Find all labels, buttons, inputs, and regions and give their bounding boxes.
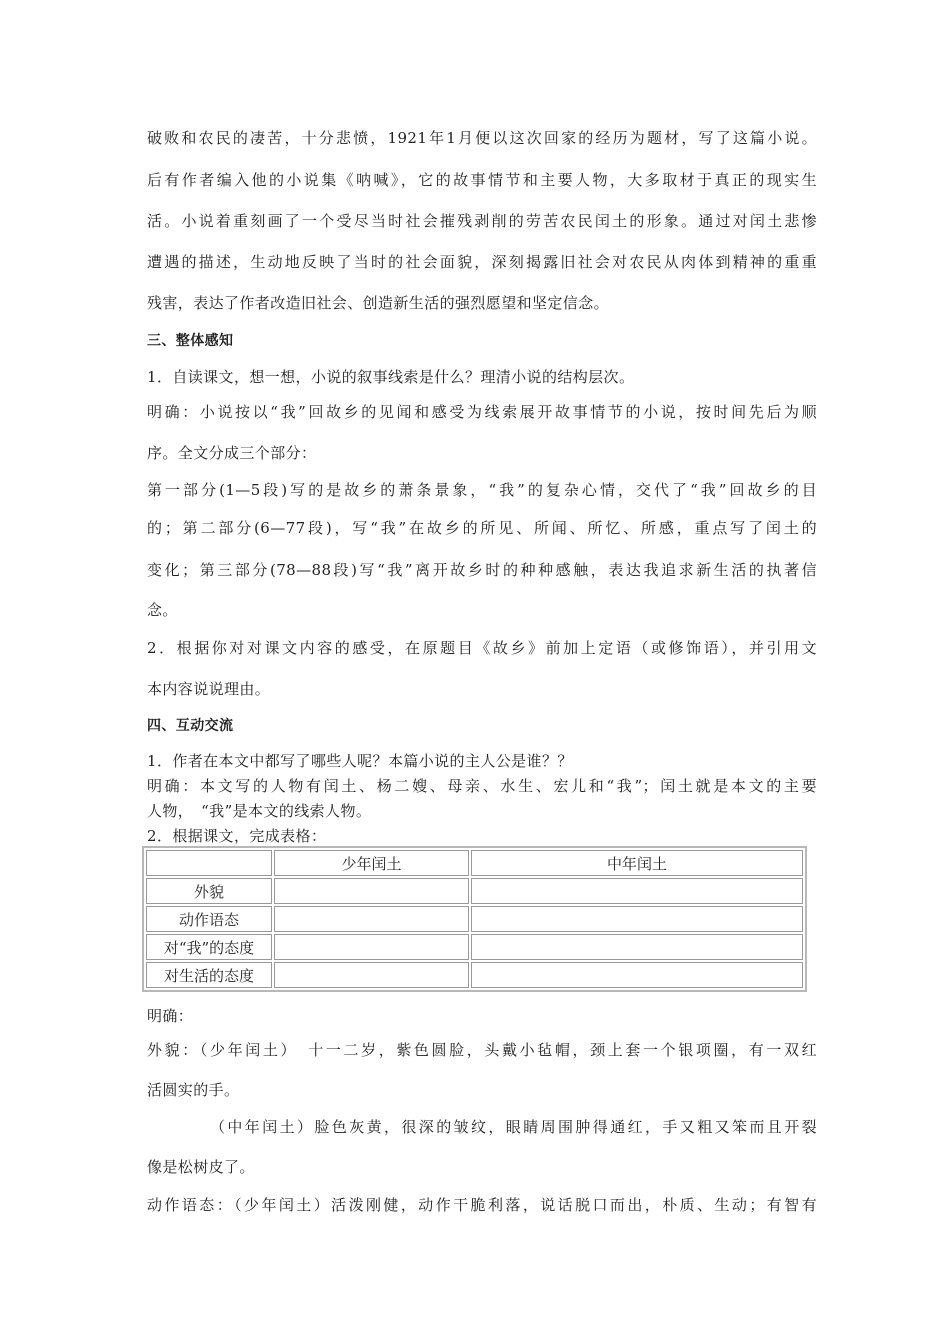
answer-line: 活圆实的手。 (147, 1081, 240, 1099)
row-label-cell: 外貌 (146, 878, 272, 904)
paragraph-line: 后有作者编入他的小说集《呐喊》，它的故事情节和主要人物，大多取材于真正的现实生 (147, 171, 817, 189)
answer-line: 外貌：（少年闰土） 十一二岁，紫色圆脸，头戴小毡帽，颈上套一个银项圈，有一双红 (147, 1041, 817, 1059)
table-header-cell: 少年闰土 (274, 850, 469, 876)
table-cell (471, 906, 803, 932)
table-cell (274, 878, 469, 904)
paragraph-line: 活。小说着重刻画了一个受尽当时社会摧残剥削的劳苦农民闰土的形象。通过对闰土悲惨 (147, 212, 817, 230)
paragraph-line: 破败和农民的凄苦，十分悲愤，1921年1月便以这次回家的经历为题材，写了这篇小说。 (147, 129, 817, 147)
answer-line: 第一部分(1—5段)写的是故乡的萧条景象，“我”的复杂心情，交代了“我”回故乡的目 (147, 481, 817, 499)
question-line: 2．根据课文，完成表格： (147, 827, 327, 845)
table-header-cell: 中年闰土 (471, 850, 803, 876)
table-header-cell (146, 850, 272, 876)
answer-line: 动作语态：（少年闰土）活泼刚健，动作干脆利落，说话脱口而出，朴质、生动；有智有 (147, 1196, 817, 1214)
answer-line: （中年闰土）脸色灰黄，很深的皱纹，眼睛周围肿得通红，手又粗又笨而且开裂 (210, 1118, 817, 1136)
table-cell (471, 962, 803, 988)
table-row (146, 906, 803, 932)
answer-line: 的；第二部分(6—77段)，写“我”在故乡的所见、所闻、所忆、所感，重点写了闰土的 (147, 519, 817, 537)
section-heading: 四、互动交流 (147, 718, 234, 734)
answer-line: 序。全文分成三个部分： (147, 444, 317, 462)
table-cell (274, 962, 469, 988)
answer-line: 明确：小说按以“我”回故乡的见闻和感受为线索展开故事情节的小说，按时间先后为顺 (147, 403, 817, 421)
question-line: 1．作者在本文中都写了哪些人呢？本篇小说的主人公是谁？？ (147, 752, 573, 770)
row-label-cell: 动作语态 (146, 906, 272, 932)
table-cell (274, 934, 469, 960)
section-heading: 三、整体感知 (147, 333, 234, 349)
question-line: 2．根据你对对课文内容的感受，在原题目《故乡》前加上定语（或修饰语），并引用文 (147, 639, 817, 657)
row-label-cell: 对“我”的态度 (146, 934, 272, 960)
table-row (146, 878, 803, 904)
paragraph-line: 遭遇的描述，生动地反映了当时的社会面貌，深刻揭露旧社会对农民从肉体到精神的重重 (147, 253, 817, 271)
answer-line: 明确：本文写的人物有闰土、杨二嫂、母亲、水生、宏儿和“我”；闰土就是本文的主要 (147, 777, 817, 795)
comparison-table (142, 846, 807, 992)
answer-label: 明确： (147, 1007, 194, 1025)
table-cell (274, 906, 469, 932)
question-line: 本内容说说理由。 (147, 680, 271, 698)
table-cell (471, 934, 803, 960)
table-row (146, 962, 803, 988)
answer-line: 人物， “我”是本文的线索人物。 (147, 802, 372, 820)
answer-line: 像是松树皮了。 (147, 1158, 255, 1176)
row-label-cell: 对生活的态度 (146, 962, 272, 988)
answer-line: 变化；第三部分(78—88段)写“我”离开故乡时的种种感触，表达我追求新生活的执著信 (147, 561, 817, 579)
table-header-row (146, 850, 803, 876)
answer-line: 念。 (147, 601, 178, 619)
table-cell (471, 878, 803, 904)
paragraph-line: 残害，表达了作者改造旧社会、创造新生活的强烈愿望和坚定信念。 (147, 294, 610, 312)
table-row (146, 934, 803, 960)
question-line: 1．自读课文，想一想，小说的叙事线索是什么？理清小说的结构层次。 (147, 368, 635, 386)
